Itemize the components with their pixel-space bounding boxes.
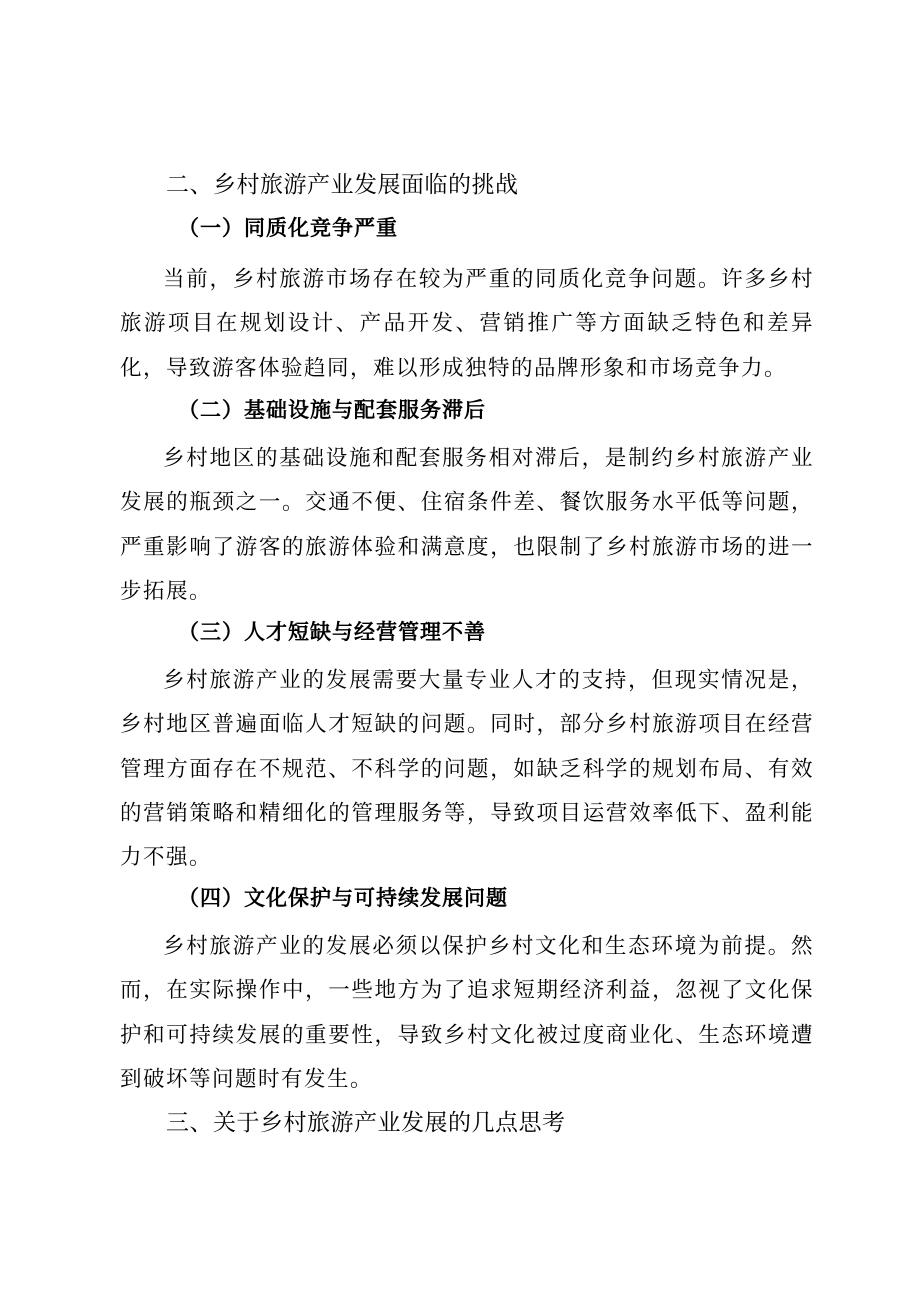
subsection-4-heading: （四）文化保护与可持续发展问题 — [178, 886, 508, 910]
subsection-2-paragraph: 乡村地区的基础设施和配套服务相对滞后，是制约乡村旅游产业发展的瓶颈之一。交通不便、住宿条件差、餐饮服务水平低等问题，严重影响了游客的旅游体验和满意度，也限制了乡村旅游市场的进一步拓展。 — [120, 446, 814, 604]
subsection-4-paragraph: 乡村旅游产业的发展必须以保护乡村文化和生态环境为前提。然而，在实际操作中，一些地方为了追求短期经济利益，忽视了文化保护和可持续发展的重要性，导致乡村文化被过度商业化、生态环境遭到破坏等问题时有发生。 — [120, 934, 814, 1092]
subsection-2-heading: （二）基础设施与配套服务滞后 — [178, 398, 486, 422]
subsection-1-paragraph: 当前，乡村旅游市场存在较为严重的同质化竞争问题。许多乡村旅游项目在规划设计、产品开发、营销推广等方面缺乏特色和差异化，导致游客体验趋同，难以形成独特的品牌形象和市场竞争力。 — [120, 267, 814, 381]
subsection-3-heading: （三）人才短缺与经营管理不善 — [178, 620, 486, 644]
section-three-heading: 三、关于乡村旅游产业发展的几点思考 — [166, 1110, 566, 1136]
section-two-heading: 二、乡村旅游产业发展面临的挑战 — [166, 172, 519, 198]
subsection-3-paragraph: 乡村旅游产业的发展需要大量专业人才的支持，但现实情况是，乡村地区普遍面临人才短缺的问题。同时，部分乡村旅游项目在经营管理方面存在不规范、不科学的问题，如缺乏科学的规划布局、有效的营销策略和精细化的管理服务等，导致项目运营效率低下、盈利能力不强。 — [120, 668, 814, 871]
subsection-1-heading: （一）同质化竞争严重 — [178, 216, 398, 240]
